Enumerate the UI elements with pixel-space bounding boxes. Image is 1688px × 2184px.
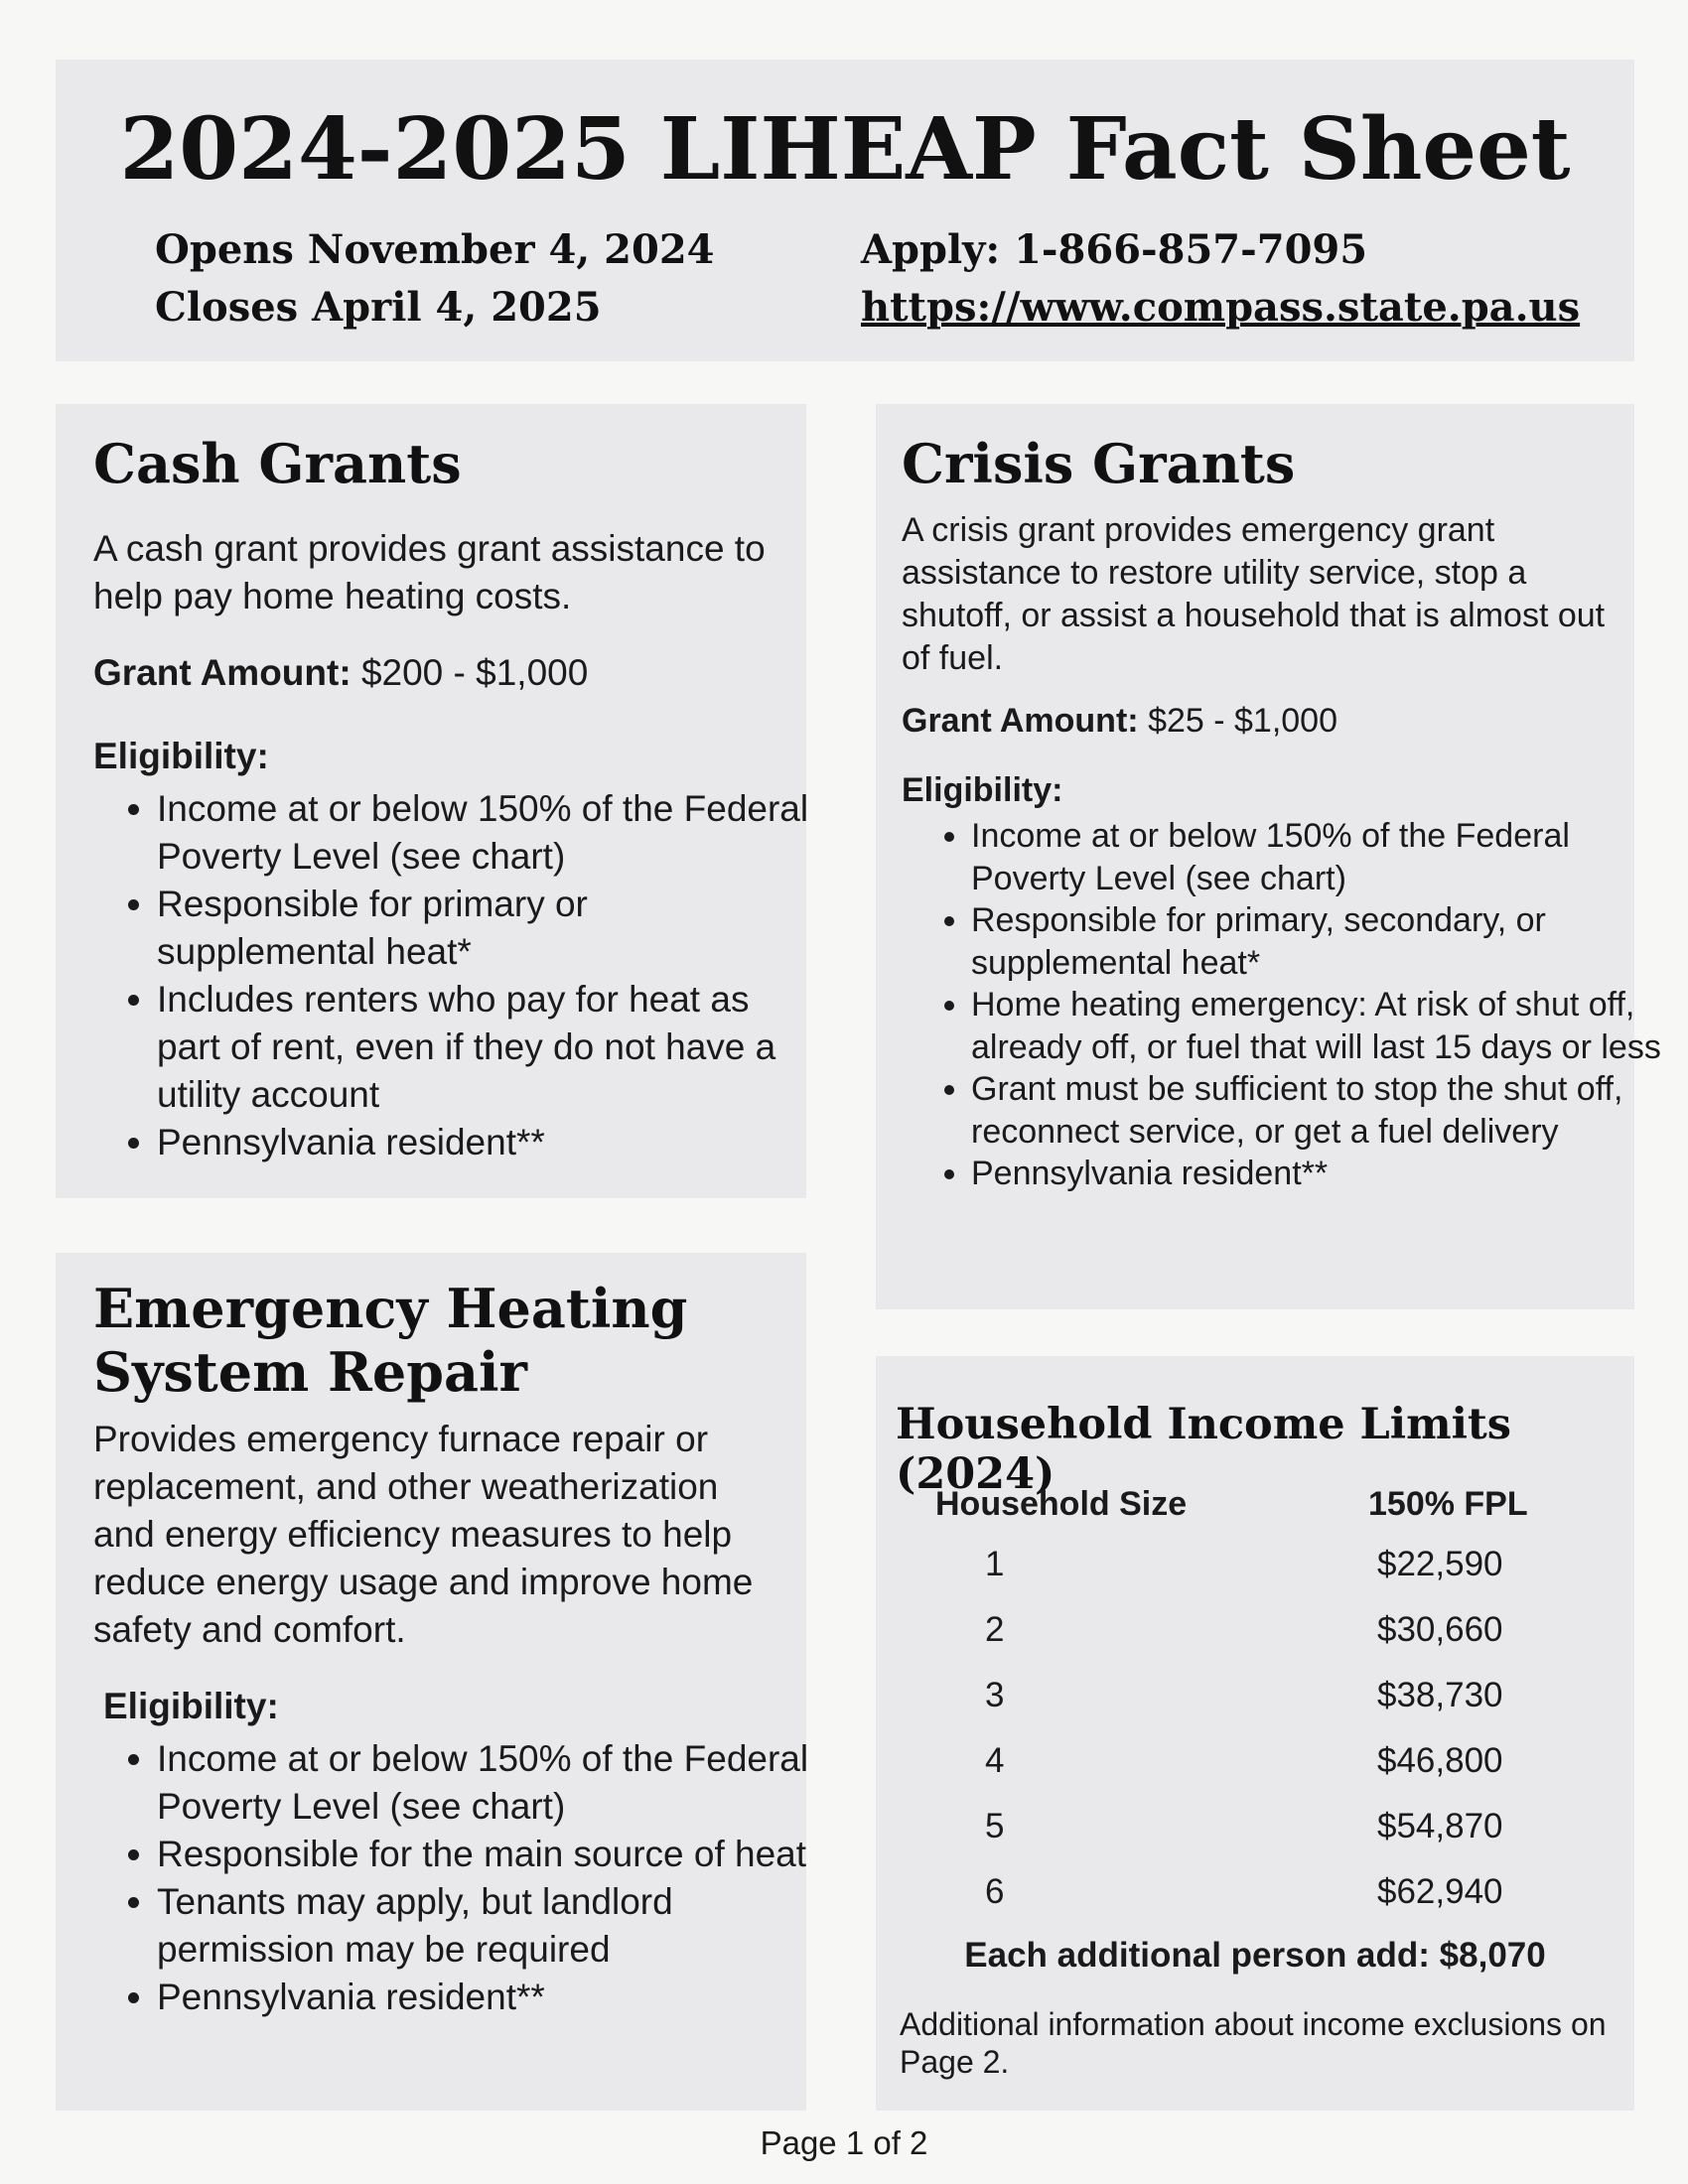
crisis-grants-panel xyxy=(876,404,1661,1309)
list-item: • Grant must be sufficient to stop the shut off, reconnect service, or get a fuel delivery xyxy=(971,1068,1666,1153)
household-size-cell: 5 xyxy=(985,1807,1005,1845)
household-size-cell: 1 xyxy=(985,1545,1005,1583)
list-item: • Home heating emergency: At risk of shut off, already off, or fuel that will last 15 days or less xyxy=(971,984,1666,1068)
fpl-cell: $22,590 xyxy=(1377,1545,1503,1583)
crisis-grants-title: Crisis Grants xyxy=(902,432,1296,495)
grant-amount-value: $200 - $1,000 xyxy=(360,652,589,693)
list-item: • Tenants may apply, but landlord permission may be required xyxy=(157,1878,832,1974)
income-limits-panel xyxy=(876,1356,1634,2111)
income-limits-title: Household Income Limits (2024) xyxy=(896,1400,1511,1499)
household-size-cell: 2 xyxy=(985,1610,1005,1649)
list-item: • Income at or below 150% of the Federal Poverty Level (see chart) xyxy=(157,785,812,881)
list-item: • Pennsylvania resident** xyxy=(971,1153,1666,1195)
list-item: • Responsible for primary or supplemental heat* xyxy=(157,881,812,976)
income-note: Additional information about income exclusions on Page 2. xyxy=(900,2006,1607,2080)
fpl-cell: $30,660 xyxy=(1377,1610,1503,1649)
household-size-cell: 3 xyxy=(985,1676,1005,1714)
fpl-cell: $38,730 xyxy=(1377,1676,1503,1714)
grant-amount-label: Grant Amount: xyxy=(902,702,1139,740)
eligibility-label: Eligibility: xyxy=(93,736,269,776)
apply-phone: Apply: 1-866-857-7095 xyxy=(861,226,1368,273)
header-panel xyxy=(56,60,1634,361)
list-item: • Income at or below 150% of the Federal Poverty Level (see chart) xyxy=(971,815,1666,899)
opens-date: Opens November 4, 2024 xyxy=(155,226,715,273)
fpl-cell: $54,870 xyxy=(1377,1807,1503,1845)
compass-link[interactable]: https://www.compass.state.pa.us xyxy=(861,284,1581,331)
fpl-cell: $46,800 xyxy=(1377,1741,1503,1780)
repair-eligibility-list xyxy=(123,1735,832,2021)
page-number: Page 1 of 2 xyxy=(760,2124,928,2161)
household-size-cell: 4 xyxy=(985,1741,1005,1780)
page-title: 2024-2025 LIHEAP Fact Sheet xyxy=(119,99,1571,200)
grant-amount-label: Grant Amount: xyxy=(93,652,352,693)
table-row xyxy=(876,1545,1634,1610)
closes-date: Closes April 4, 2025 xyxy=(155,284,602,331)
cash-grants-description: A cash grant provides grant assistance to help pay home heating costs. xyxy=(93,528,766,616)
list-item: • Pennsylvania resident** xyxy=(157,1974,832,2021)
list-item: • Pennsylvania resident** xyxy=(157,1119,812,1166)
grant-amount-value: $25 - $1,000 xyxy=(1148,702,1337,740)
list-item: • Responsible for primary, secondary, or supplemental heat* xyxy=(971,899,1666,984)
table-row xyxy=(876,1807,1634,1872)
repair-panel xyxy=(56,1253,809,2111)
repair-title: Emergency Heating System Repair xyxy=(93,1277,688,1404)
additional-person-amount: Each additional person add: $8,070 xyxy=(964,1936,1546,1975)
table-row xyxy=(876,1872,1634,1938)
cash-grants-title: Cash Grants xyxy=(93,432,462,495)
crisis-grants-description: A crisis grant provides emergency grant assistance to restore utility service, stop a shutoff, or assist a household that is almost out of fuel. xyxy=(902,511,1606,677)
crisis-eligibility-list xyxy=(937,815,1666,1195)
list-item: • Includes renters who pay for heat as part of rent, even if they do not have a utility account xyxy=(157,976,812,1119)
fpl-header: 150% FPL xyxy=(1368,1485,1528,1523)
table-row xyxy=(876,1676,1634,1741)
crisis-grant-amount xyxy=(902,702,1337,741)
repair-description: Provides emergency furnace repair or replacement, and other weatherization and energy efficiency measures to help reduce energy usage and improve home safety and comfort. xyxy=(93,1419,754,1650)
fpl-cell: $62,940 xyxy=(1377,1872,1503,1911)
list-item: • Responsible for the main source of heat xyxy=(157,1831,832,1878)
cash-eligibility-list xyxy=(123,785,812,1166)
eligibility-label: Eligibility: xyxy=(902,771,1063,809)
table-row xyxy=(876,1741,1634,1807)
cash-grants-panel xyxy=(56,404,809,1198)
table-row xyxy=(876,1610,1634,1676)
household-size-header: Household Size xyxy=(935,1485,1188,1523)
cash-grant-amount xyxy=(93,652,588,694)
list-item: • Income at or below 150% of the Federal Poverty Level (see chart) xyxy=(157,1735,832,1831)
eligibility-label: Eligibility: xyxy=(103,1686,279,1726)
household-size-cell: 6 xyxy=(985,1872,1005,1911)
